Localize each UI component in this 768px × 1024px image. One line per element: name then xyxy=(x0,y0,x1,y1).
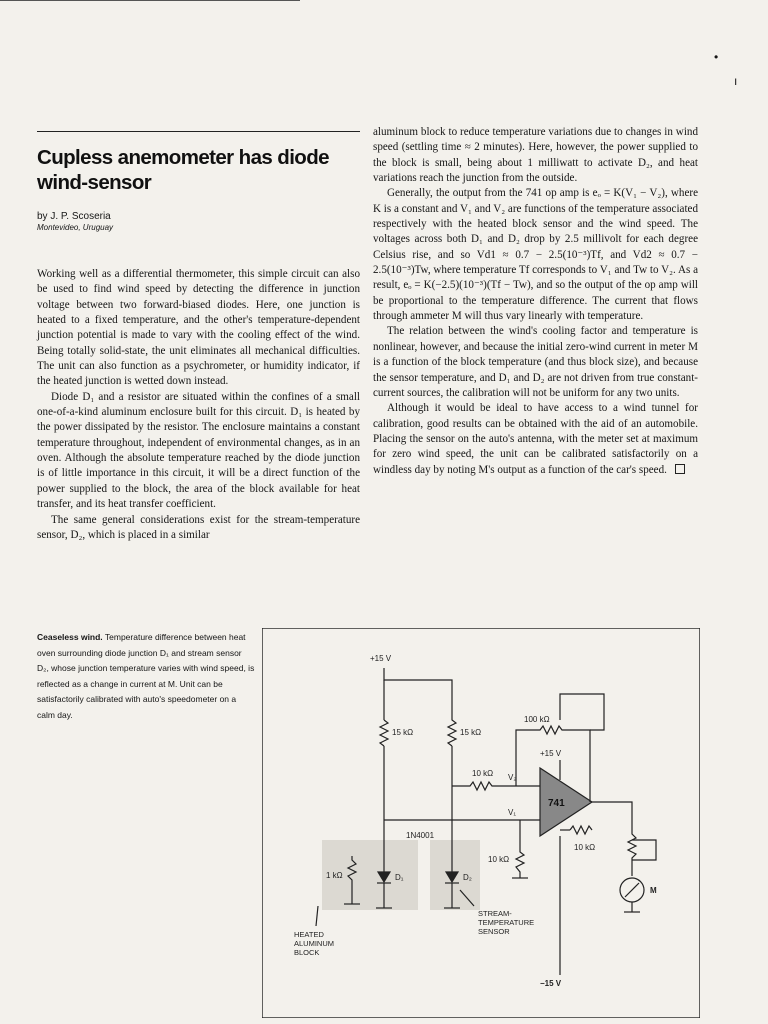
heated-block-label: HEATED xyxy=(294,930,324,939)
resistor-15k-left xyxy=(380,720,388,746)
diode-part-label: 1N4001 xyxy=(406,831,435,840)
diode-label: D₁ xyxy=(395,873,404,882)
caption-lead: Ceaseless wind. xyxy=(37,632,103,642)
article-rule xyxy=(37,131,360,132)
resistor-label: 1 kΩ xyxy=(326,871,343,880)
paragraph: Working well as a differential thermometer, this simple circuit can also be used to find wind speed by detecting the difference in junction voltage between two forward-biased diodes. Here, one junction is heated to a fixed temperature, and the other's temperature-dependent junction potential is made to vary with the cooling effect of the wind. Being totally solid-state, the unit eliminates all mechanical difficulties. The unit can also function as a psychrometer, or humidity indicator, if the heated junction is wetted down instead. xyxy=(37,268,360,388)
heated-block-label: ALUMINUM xyxy=(294,939,335,948)
left-column xyxy=(37,267,360,543)
paragraph-text: Although it would be ideal to have access to a wind tunnel for calibration, good results can be obtained with the aid of an automobile. Placing the sensor on the auto's antenna, with the meter set at maximum for zero wind speed, the unit can be calibrated satisfactorily on a windless day by noting M's output as a function of the car's speed. xyxy=(373,402,698,476)
end-mark-icon xyxy=(675,464,685,474)
resistor-15k-right xyxy=(448,706,456,746)
node-label: V₂ xyxy=(508,773,517,782)
resistor-10k-input xyxy=(452,782,540,790)
byline xyxy=(37,211,113,233)
opamp-label: 741 xyxy=(548,798,565,809)
supply-wire xyxy=(384,668,452,706)
supply-minus-label: −15 V xyxy=(540,979,562,988)
resistor-label: 15 kΩ xyxy=(460,728,482,737)
node-label: V₁ xyxy=(508,808,517,817)
paragraph: The relation between the wind's cooling factor and temperature is nonlinear, however, and because the initial zero-wind current in meter M is a function of the block temperature (and thus block size), and because the sensor temperature, and D₁ and D₂ are not driven from true constant-current sources, the calibration will not be uniform for any two units. xyxy=(373,325,698,399)
paragraph: Generally, the output from the 741 op amp is eₒ = K(V₁ − V₂), where K is a constant and V₁ and V₂ are functions of the temperature associated respectively with the heated block sensor and the wind speed. The voltages across both D₁ and D₂ drop by 2.5 millivolt for each degree Celsius rise, and so Vd1 ≈ 0.7 − 2.5(10⁻³)Tf, and Vd2 ≈ 0.7 − 2.5(10⁻³)Tw, where temperature Tf corresponds to V₁ and Tw to V₂. As a result, eₒ = K(−2.5)(10⁻³)(Tf − Tw), and so the output of the op amp will be proportional to the temperature difference. The current that flows through ammeter M will thus vary linearly with temperature. xyxy=(373,187,698,323)
stream-sensor-label: STREAM- xyxy=(478,909,512,918)
paragraph: aluminum block to reduce temperature variations due to changes in wind speed (settling time ≈ 2 minutes). Here, however, the power supplied to the block is small, being about 1 milliwatt to activate D₂, and heat variations reach the junction from the outside. xyxy=(373,126,698,185)
article-headline: Cupless anemometer has diode wind-sensor xyxy=(37,146,329,194)
author: by J. P. Scoseria xyxy=(37,211,111,222)
circuit-schematic xyxy=(262,628,700,1018)
paragraph: Diode D₁ and a resistor are situated within the confines of a small one-of-a-kind aluminum enclosure built for this circuit. D₁ is heated by the power dissipated by the resistor. The enclosure maintains a constant temperature throughout, independent of environmental changes, as in an oven. Although the absolute temperature reached by the diode junction is of little importance in this circuit, it will be a direct function of the power supplied to the block, the area of the block available for heat transfer, and its heat transfer coefficient. xyxy=(37,390,360,511)
output-wire xyxy=(592,802,632,830)
resistor-label: 10 kΩ xyxy=(472,769,494,778)
ammeter-needle xyxy=(625,883,639,897)
right-column xyxy=(373,125,698,478)
wire xyxy=(632,840,656,860)
resistor-label: 15 kΩ xyxy=(392,728,414,737)
caption-text: Temperature difference between heat oven surrounding diode junction D₁ and stream sensor D₂, whose junction temperature varies with wind speed, is reflected as a change in current at M. Unit can be satisfactorily calibrated with auto's speedometer on a calm day. xyxy=(37,632,255,720)
stream-sensor-label: SENSOR xyxy=(478,927,510,936)
paragraph: The same general considerations exist for the stream-temperature sensor, D₂, which is placed in a similar xyxy=(37,513,360,541)
supply-plus-label: +15 V xyxy=(370,654,392,663)
diode-label: D₂ xyxy=(463,873,472,882)
meter-trim-resistor xyxy=(628,830,636,876)
heated-block-label: BLOCK xyxy=(294,948,320,957)
top-rule xyxy=(0,0,300,1)
wire xyxy=(560,694,604,730)
resistor-label: 10 kΩ xyxy=(574,843,596,852)
figure-caption xyxy=(37,630,255,723)
label-pointer xyxy=(316,906,318,926)
resistor-label: 10 kΩ xyxy=(488,855,510,864)
paragraph-final xyxy=(373,401,698,478)
resistor-10k-ground xyxy=(516,840,524,878)
author-affiliation: Montevideo, Uruguay xyxy=(37,223,114,232)
figure-frame xyxy=(262,628,700,1018)
resistor-10k-output xyxy=(570,826,592,834)
stream-sensor-label: TEMPERATURE xyxy=(478,918,535,927)
supply-amp-label: +15 V xyxy=(540,749,562,758)
margin-mark: ı xyxy=(734,74,738,88)
meter-label: M xyxy=(650,886,657,895)
margin-mark: • xyxy=(714,50,719,64)
resistor-label: 100 kΩ xyxy=(524,715,550,724)
